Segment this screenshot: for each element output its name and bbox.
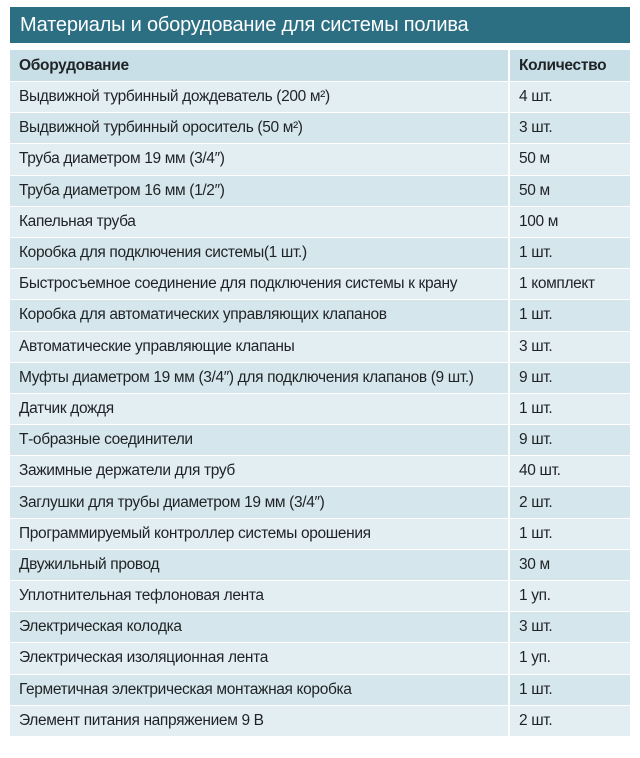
equipment-name-cell: Труба диаметром 19 мм (3/4″): [10, 144, 510, 174]
quantity-cell: 1 уп.: [519, 649, 551, 667]
equipment-name-cell: Электрическая колодка: [10, 612, 510, 642]
quantity-cell: 40 шт.: [519, 462, 561, 480]
table-row: [10, 269, 630, 300]
equipment-name-cell: Электрическая изоляционная лента: [10, 643, 510, 673]
table-body: [10, 82, 630, 737]
column-header-equipment: Оборудование: [10, 50, 510, 81]
table-row: [10, 612, 630, 643]
equipment-name-cell: Капельная труба: [10, 207, 510, 237]
quantity-cell: 1 уп.: [519, 587, 551, 605]
equipment-name-cell: Уплотнительная тефлоновая лента: [10, 581, 510, 611]
equipment-name-cell: Т-образные соединители: [10, 425, 510, 455]
column-header-quantity: Количество: [519, 56, 607, 74]
table-row: [10, 425, 630, 456]
table-row: [10, 238, 630, 269]
table-row: [10, 675, 630, 706]
table-row: [10, 519, 630, 550]
equipment-name-cell: Зажимные держатели для труб: [10, 456, 510, 486]
table-row: [10, 113, 630, 144]
quantity-cell: 50 м: [519, 150, 550, 168]
quantity-cell: 1 шт.: [519, 244, 553, 262]
table-row: [10, 643, 630, 674]
quantity-cell: 9 шт.: [519, 368, 553, 386]
table-row: [10, 363, 630, 394]
equipment-name-cell: Труба диаметром 16 мм (1/2″): [10, 176, 510, 206]
table-row: [10, 332, 630, 363]
equipment-name-cell: Коробка для подключения системы(1 шт.): [10, 238, 510, 268]
equipment-name-cell: Датчик дождя: [10, 394, 510, 424]
table-row: [10, 456, 630, 487]
table-row: [10, 176, 630, 207]
table-row: [10, 394, 630, 425]
quantity-cell: 1 шт.: [519, 399, 553, 417]
quantity-cell: 1 шт.: [519, 680, 553, 698]
equipment-name-cell: Быстросъемное соединение для подключения системы к крану: [10, 269, 510, 299]
equipment-name-cell: Выдвижной турбинный дождеватель (200 м²): [10, 82, 510, 112]
equipment-name-cell: Коробка для автоматических управляющих клапанов: [10, 300, 510, 330]
quantity-cell: 9 шт.: [519, 431, 553, 449]
page-title: Материалы и оборудование для системы полива: [10, 7, 630, 43]
equipment-name-cell: Элемент питания напряжением 9 В: [10, 706, 510, 736]
table-header-row: [10, 50, 630, 82]
table-row: [10, 300, 630, 331]
table-row: [10, 144, 630, 175]
table-row: [10, 706, 630, 737]
table-row: [10, 207, 630, 238]
table-row: [10, 487, 630, 518]
equipment-name-cell: Муфты диаметром 19 мм (3/4″) для подключения клапанов (9 шт.): [10, 363, 510, 393]
table-row: [10, 82, 630, 113]
equipment-name-cell: Выдвижной турбинный ороситель (50 м²): [10, 113, 510, 143]
quantity-cell: 4 шт.: [519, 88, 553, 106]
quantity-cell: 2 шт.: [519, 493, 553, 511]
equipment-name-cell: Заглушки для трубы диаметром 19 мм (3/4″): [10, 487, 510, 517]
quantity-cell: 30 м: [519, 555, 550, 573]
quantity-cell: 1 шт.: [519, 306, 553, 324]
quantity-cell: 100 м: [519, 212, 559, 230]
quantity-cell: 3 шт.: [519, 119, 553, 137]
equipment-name-cell: Программируемый контроллер системы орошения: [10, 519, 510, 549]
quantity-cell: 2 шт.: [519, 711, 553, 729]
quantity-cell: 3 шт.: [519, 337, 553, 355]
equipment-name-cell: Герметичная электрическая монтажная коробка: [10, 675, 510, 705]
quantity-cell: 1 шт.: [519, 524, 553, 542]
table-row: [10, 550, 630, 581]
equipment-table: [10, 50, 630, 737]
table-row: [10, 581, 630, 612]
equipment-name-cell: Автоматические управляющие клапаны: [10, 332, 510, 362]
quantity-cell: 1 комплект: [519, 275, 595, 293]
equipment-name-cell: Двужильный провод: [10, 550, 510, 580]
quantity-cell: 50 м: [519, 181, 550, 199]
quantity-cell: 3 шт.: [519, 618, 553, 636]
